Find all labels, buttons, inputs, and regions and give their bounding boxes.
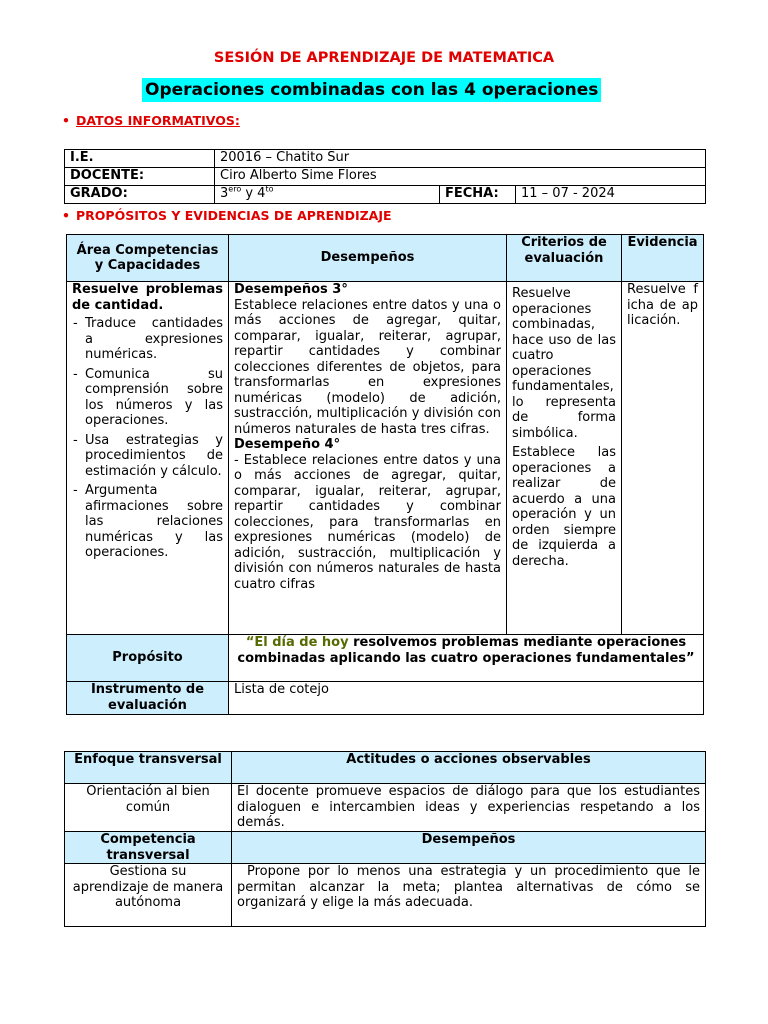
transversal-table — [64, 751, 706, 927]
ie-value: 20016 – Chatito Sur — [215, 150, 706, 168]
header-desempenos: Desempeños — [229, 235, 507, 282]
grado-a: 3 — [220, 186, 229, 201]
desempenos-transversal-value: Propone por lo menos una estrategia y un procedimiento que le permitan alcanzar la meta; plantea alternativas de cómo se organizará y elige la más adecuada. — [232, 864, 706, 927]
grado-a-sup: ero — [228, 184, 242, 194]
desempeno3-title: Desempeños 3° — [234, 282, 348, 297]
grado-b-sup: to — [265, 184, 274, 194]
section-datos-informativos — [62, 113, 240, 128]
propositos-table — [66, 234, 704, 715]
area-cell — [67, 282, 229, 635]
fecha-value: 11 – 07 - 2024 — [516, 186, 706, 204]
enfoque-value: Orientación al bien común — [65, 784, 232, 832]
list-item: - Argumenta afirmaciones sobre las relaciones numéricas y las operaciones. — [72, 483, 223, 561]
competencia-name: Resuelve problemas de cantidad. — [72, 282, 223, 313]
datos-table — [64, 149, 706, 204]
actitudes-value: El docente promueve espacios de diálogo para que los estudiantes dialoguen e intercambien ideas y experiencias respetando a los demás. — [232, 784, 706, 832]
evidencia-cell: Resuelve ficha de aplicación. — [622, 282, 704, 635]
ie-label: I.E. — [65, 150, 215, 168]
list-item: - Comunica su comprensión sobre los números y las operaciones. — [72, 367, 223, 429]
desempenos-cell — [229, 282, 507, 635]
desempeno4-text: - Establece relaciones entre datos y una o más acciones de agregar, quitar, comparar, igualar, reiterar, agrupar, repartir cantidades y combinar colecciones, para transformarlas en expresiones numéricas (modelo) de adición, sustracción, multiplicación y división con números naturales de hasta cuatro cifras — [234, 452, 501, 592]
section-label: DATOS INFORMATIVOS: — [76, 113, 240, 128]
session-subtitle: Operaciones combinadas con las 4 operaciones — [142, 78, 601, 102]
desempeno3-text: Establece relaciones entre datos y una o más acciones de agregar, quitar, comparar, igualar, reiterar, agrupar, repartir cantidades y combinar colecciones diferentes de objetos, para transformarlas en expresiones numéricas (modelo) de adición, sustracción, multiplicación y división con números naturales de hasta tres cifras. — [234, 297, 501, 437]
header-evidencia: Evidencia — [622, 235, 704, 282]
criterio-2: Establece las operaciones a realizar de acuerdo a una operación y un orden siempre de izquierda a derecha. — [512, 445, 616, 569]
header-area: Área Competencias y Capacidades — [67, 235, 229, 282]
docente-value: Ciro Alberto Sime Flores — [215, 168, 706, 186]
fecha-label: FECHA: — [440, 186, 516, 204]
competencia-transversal-value: Gestiona su aprendizaje de manera autónoma — [65, 864, 232, 927]
header-criterios: Criterios de evaluación — [507, 235, 622, 282]
docente-label: DOCENTE: — [65, 168, 215, 186]
instrumento-label: Instrumento de evaluación — [67, 682, 229, 715]
grado-y: y 4 — [241, 186, 266, 201]
proposito-highlight: “El día de hoy — [245, 635, 349, 650]
list-item: - Traduce cantidades a expresiones numéricas. — [72, 316, 223, 363]
list-item: - Usa estrategias y procedimientos de estimación y cálculo. — [72, 433, 223, 480]
proposito-label: Propósito — [67, 635, 229, 682]
bullet-icon: • — [62, 208, 70, 223]
proposito-text: resolvemos problemas mediante operaciones combinadas aplicando las cuatro operaciones fundamentales” — [237, 635, 695, 666]
grado-value — [215, 186, 440, 204]
criterio-1: Resuelve operaciones combinadas, hace uso de las cuatro operaciones fundamentales, lo representa de forma simbólica. — [512, 286, 616, 441]
desempenos-transversal-label: Desempeños — [232, 832, 706, 864]
capacidades-list — [72, 316, 223, 561]
actitudes-label: Actitudes o acciones observables — [232, 752, 706, 784]
section-label: PROPÓSITOS Y EVIDENCIAS DE APRENDIZAJE — [76, 208, 392, 223]
grado-label: GRADO: — [65, 186, 215, 204]
bullet-icon: • — [62, 113, 70, 128]
criterios-cell — [507, 282, 622, 635]
enfoque-label: Enfoque transversal — [65, 752, 232, 784]
proposito-value — [229, 635, 704, 682]
section-propositos — [62, 208, 392, 223]
desempeno4-title: Desempeño 4° — [234, 437, 341, 452]
competencia-transversal-label: Competencia transversal — [65, 832, 232, 864]
session-title: SESIÓN DE APRENDIZAJE DE MATEMATICA — [213, 50, 555, 66]
instrumento-value: Lista de cotejo — [229, 682, 704, 715]
